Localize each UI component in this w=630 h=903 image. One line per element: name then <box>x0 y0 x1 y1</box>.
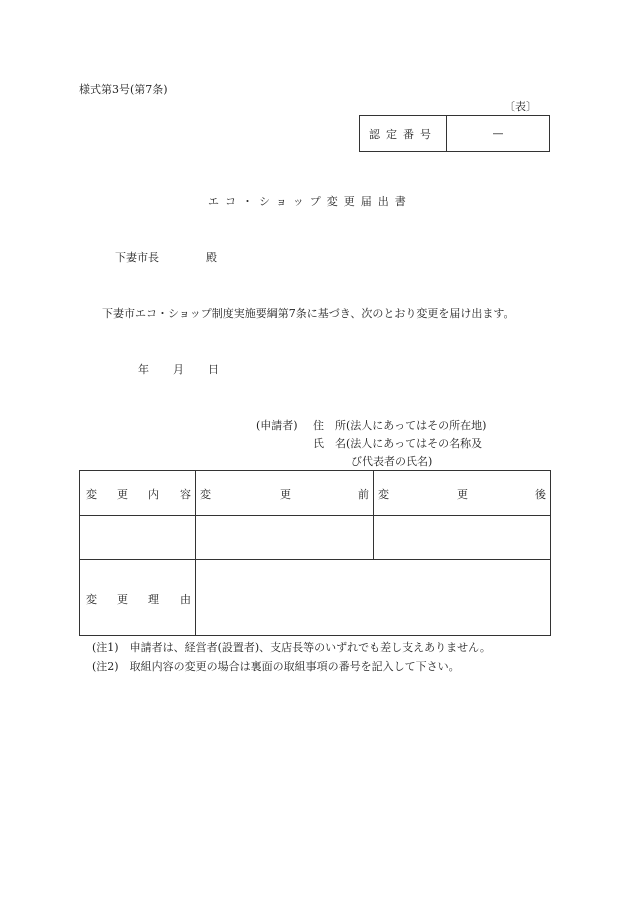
header-change-content-char: 内 <box>148 488 159 501</box>
date-day-label: 日 <box>208 363 219 376</box>
header-before-char: 前 <box>358 488 369 501</box>
date-year-label: 年 <box>138 363 149 376</box>
document-title: エコ・ショップ変更届出書 <box>208 195 412 208</box>
certification-number-value: — <box>492 127 504 140</box>
header-change-content-char: 変 <box>86 488 97 501</box>
header-before-char: 更 <box>280 488 291 501</box>
applicant-name-label-continued: び代表者の氏名) <box>351 455 433 468</box>
header-after-char: 更 <box>457 488 468 501</box>
header-after-char: 後 <box>535 488 546 501</box>
applicant-address-label: 住 所(法人にあってはその所在地) <box>313 419 487 432</box>
header-before-char: 変 <box>200 488 211 501</box>
date-month-label: 月 <box>173 363 184 376</box>
reason-label-char: 理 <box>148 593 159 606</box>
header-change-content-char: 更 <box>117 488 128 501</box>
applicant-name-label: 氏 名(法人にあってはその名称及 <box>313 437 483 450</box>
note-2: (注2) 取組内容の変更の場合は裏面の取組事項の番号を記入して下さい。 <box>92 660 460 673</box>
table-rule <box>195 471 196 635</box>
certification-number-box <box>359 115 550 152</box>
addressee-name: 下妻市長 <box>115 251 159 264</box>
reason-label-char: 更 <box>117 593 128 606</box>
reason-label-char: 変 <box>86 593 97 606</box>
certification-number-label: 認定番号 <box>360 116 447 151</box>
header-after-char: 変 <box>378 488 389 501</box>
table-rule <box>80 515 550 516</box>
front-side-label: 〔表〕 <box>504 100 537 113</box>
body-text: 下妻市エコ・ショップ制度実施要綱第7条に基づき、次のとおり変更を届け出ます。 <box>102 307 515 320</box>
addressee-honorific: 殿 <box>206 251 217 264</box>
note-1: (注1) 申請者は、経営者(設置者)、支店長等のいずれでも差し支えありません。 <box>92 641 491 654</box>
header-change-content-char: 容 <box>180 488 191 501</box>
reason-label-char: 由 <box>180 593 191 606</box>
applicant-label: (申請者) <box>256 419 298 432</box>
table-rule <box>373 471 374 559</box>
change-table <box>79 470 551 636</box>
form-number: 様式第3号(第7条) <box>79 83 168 96</box>
table-rule <box>80 559 550 560</box>
